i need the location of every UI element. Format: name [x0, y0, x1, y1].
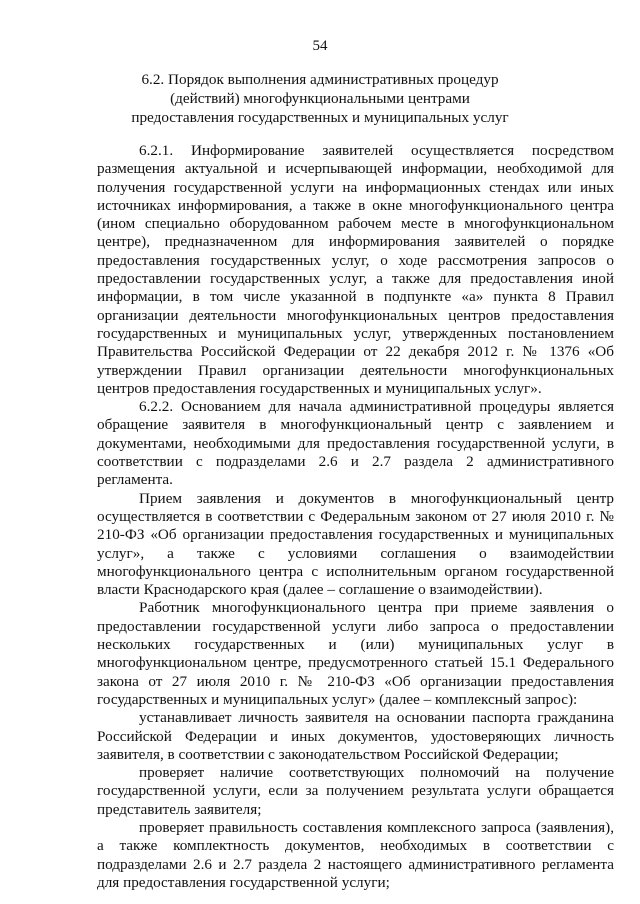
paragraph-6-2-1: 6.2.1. Информирование заявителей осуществляется посредством размещения актуальной и исчерпывающей информации, необходимой для получения государственной услуги на информационных стендах или иных источниках информирования, а также в окне многофункционального центра (ином специально оборудованном рабочем месте в многофункциональном центре), предназначенном для информирования заявителей о порядке предоставления государственных услуг, о ходе рассмотрения запросов о предоставлении государственных услуг, а также для предоставления иной информации, в том числе указанной в подпункте «а» пункта 8 Правил организации деятельности многофункциональных центров предоставления государственных и муниципальных услуг, утвержденных постановлением Правительства Российской Федерации от 22 декабря 2012 г. № 1376 «Об утверждении Правил организации деятельности многофункциональных центров предоставления государственных и муниципальных услуг». — [97, 142, 614, 397]
heading-line: 6.2. Порядок выполнения административных процедур — [141, 71, 499, 88]
heading-line: предоставления государственных и муниципальных услуг — [131, 109, 509, 126]
paragraph-employee: Работник многофункционального центра при приеме заявления о предоставлении государственной услуги либо запроса о предоставлении нескольких государственных и (или) муниципальных услуг в многофункциональном центре, предусмотренного статьей 15.1 Федерального закона от 27 июля 2010 г. № 210-ФЗ «Об организации предоставления государственных и муниципальных услуг» (далее – комплексный запрос): — [97, 599, 614, 708]
paragraph-6-2-2: 6.2.2. Основанием для начала административной процедуры является обращение заявителя в многофункциональный центр с заявлением и документами, необходимыми для предоставления государственной услуги, в соответствии с подразделами 2.6 и 2.7 раздела 2 административного регламента. — [97, 398, 614, 489]
page-number: 54 — [312, 38, 328, 54]
paragraph-identity: устанавливает личность заявителя на основании паспорта гражданина Российской Федерации и иных документов, удостоверяющих личность заявителя, в соответствии с законодательством Российской Федерации; — [97, 709, 614, 763]
paragraph-reception: Прием заявления и документов в многофункциональный центр осуществляется в соответствии с Федеральным законом от 27 июля 2010 г. № 210-ФЗ «Об организации предоставления государственных и муниципальных услуг», а также с условиями соглашения о взаимодействии многофункционального центра с исполнительным органом государственной власти Краснодарского края (далее – соглашение о взаимодействии). — [97, 489, 614, 599]
heading-line: (действий) многофункциональными центрами — [170, 90, 470, 107]
section-heading — [60, 70, 580, 127]
body-text — [97, 142, 614, 892]
paragraph-authority: проверяет наличие соответствующих полномочий на получение государственной услуги, если за получением результата услуги обращается представитель заявителя; — [97, 764, 614, 818]
paragraph-completeness: проверяет правильность составления комплексного запроса (заявления), а также комплектность документов, необходимых в соответствии с подразделами 2.6 и 2.7 раздела 2 настоящего административного регламента для предоставления государственной услуги; — [97, 818, 614, 891]
